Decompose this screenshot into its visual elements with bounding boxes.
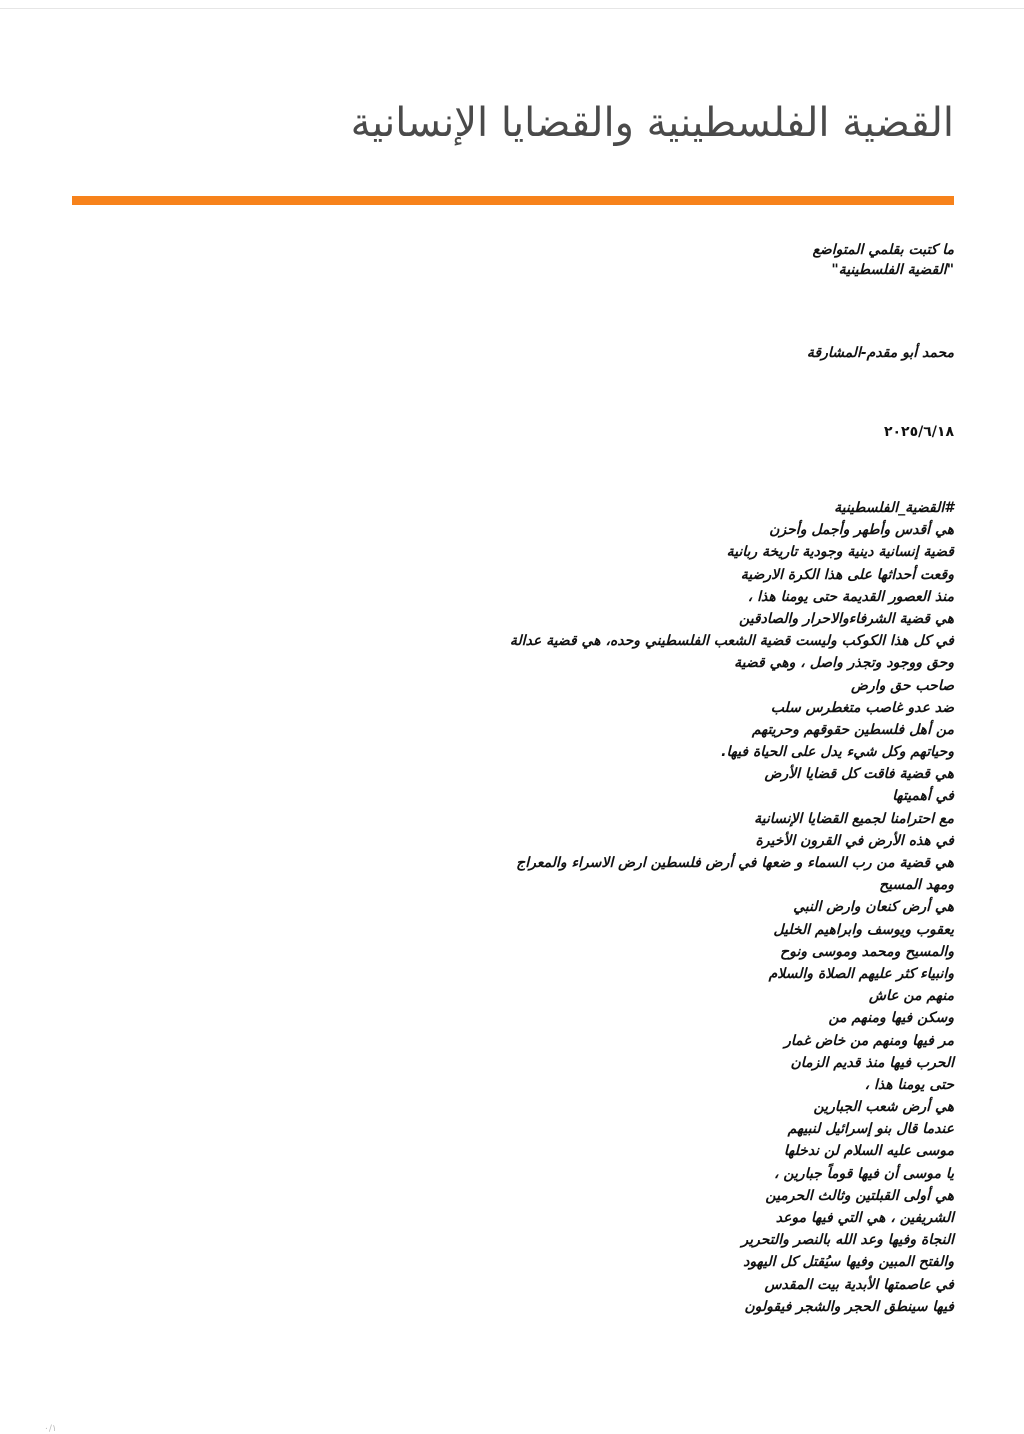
poem-line: فيها سينطق الحجر والشجر فيقولون bbox=[744, 1298, 954, 1315]
poem-line: وحق ووجود وتجذر واصل ، وهي قضية bbox=[734, 655, 954, 672]
poem-line: عندما قال بنو إسرائيل لنبيهم bbox=[787, 1121, 954, 1138]
poem-line: #القضية_الفلسطينية bbox=[834, 500, 954, 516]
poem-line: ومهد المسيح bbox=[879, 877, 954, 894]
poem-line: الحرب فيها منذ قديم الزمان bbox=[790, 1054, 954, 1071]
document-date: ٢٠٢٥/٦/١٨ bbox=[883, 424, 954, 440]
document-page bbox=[70, 0, 954, 1433]
poem-line: هي أرض كنعان وارض النبي bbox=[793, 899, 954, 916]
poem-line: مر فيها ومنهم من خاض غمار bbox=[784, 1032, 954, 1049]
author-name: محمد أبو مقدم-المشارقة bbox=[806, 345, 954, 361]
poem-line: هي قضية من رب السماء و ضعها في أرض فلسطين ارض الاسراء والمعراج bbox=[516, 855, 954, 871]
poem-line: وحياتهم وكل شيء يدل على الحياة فيها. bbox=[721, 744, 954, 761]
poem-line: في عاصمتها الأبدية بيت المقدس bbox=[764, 1276, 954, 1293]
poem-line: من أهل فلسطين حقوقهم وحريتهم bbox=[751, 721, 954, 738]
poem-line: قضية إنسانية دينية وجودية تاريخة ربانية bbox=[726, 544, 954, 561]
poem-line: يا موسى أن فيها قوماً جبارين ، bbox=[773, 1165, 954, 1182]
poem-line: موسى عليه السلام لن ندخلها bbox=[783, 1143, 954, 1160]
poem-line: منهم من عاش bbox=[868, 988, 954, 1005]
poem-line: في كل هذا الكوكب وليست قضية الشعب الفلسطيني وحده، هي قضية عدالة bbox=[509, 633, 954, 650]
poem-line: هي قضية فاقت كل قضايا الأرض bbox=[764, 766, 954, 783]
poem-line: حتى يومنا هذا ، bbox=[864, 1076, 954, 1093]
poem-line: الشريفين ، هي التي فيها موعد bbox=[775, 1210, 954, 1226]
document-title: القضية الفلسطينية والقضايا الإنسانية bbox=[350, 100, 954, 146]
poem-line: يعقوب ويوسف وابراهيم الخليل bbox=[773, 921, 954, 938]
poem-line: وسكن فيها ومنهم من bbox=[828, 1010, 954, 1027]
poem-line: هي أقدس وأطهر وأجمل وأحزن bbox=[769, 522, 954, 539]
intro-block bbox=[812, 240, 954, 280]
poem-line: النجاة وفيها وعد الله بالنصر والتحرير bbox=[741, 1232, 954, 1249]
page-footer-mark: ٠/١ bbox=[44, 1424, 57, 1434]
poem-line: منذ العصور القديمة حتى يومنا هذا ، bbox=[747, 588, 954, 605]
poem-line: هي قضية الشرفاءوالاحرار والصادقين bbox=[739, 610, 954, 627]
poem-line: ضد عدو غاصب متغطرس سلب bbox=[770, 699, 954, 716]
title-accent-bar bbox=[72, 196, 954, 205]
poem-line: والفتح المبين وفيها سيُقتل كل اليهود bbox=[743, 1254, 954, 1271]
poem-line: هي أرض شعب الجبارين bbox=[813, 1099, 954, 1116]
poem-line: مع احترامنا لجميع القضايا الإنسانية bbox=[754, 810, 954, 827]
intro-subtitle: "القضية الفلسطينية" bbox=[831, 262, 954, 278]
poem-body bbox=[510, 497, 954, 1318]
poem-line: هي أولى القبلتين وثالث الحرمين bbox=[765, 1187, 954, 1204]
intro-line: ما كتبت بقلمي المتواضع bbox=[812, 242, 954, 258]
poem-line: في أهميتها bbox=[892, 788, 954, 805]
poem-line: في هذه الأرض في القرون الأخيرة bbox=[755, 832, 954, 849]
poem-line: وانبياء كثر عليهم الصلاة والسلام bbox=[768, 965, 954, 982]
poem-line: صاحب حق وارض bbox=[851, 677, 954, 694]
poem-line: وقعت أحداثها على هذا الكرة الارضية bbox=[740, 566, 954, 583]
poem-line: والمسيح ومحمد وموسى ونوح bbox=[780, 943, 954, 960]
